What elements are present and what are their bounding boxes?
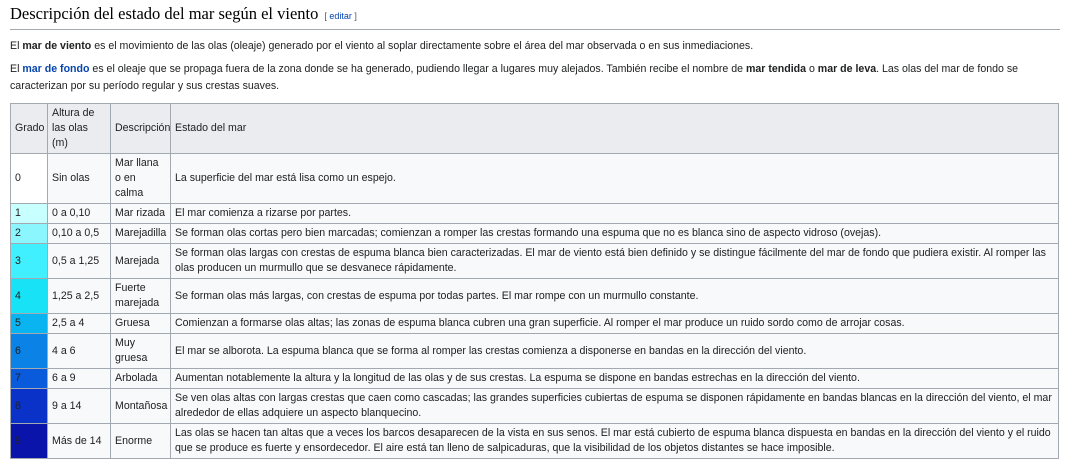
state-cell: El mar comienza a rizarse por partes. [171,204,1059,224]
description-cell: Muy gruesa [111,334,171,369]
grade-cell: 2 [11,224,48,244]
header-altura: Altura de las olas (m) [48,104,111,154]
height-cell: 1,25 a 2,5 [48,279,111,314]
height-cell: Más de 14 [48,424,111,459]
table-row [11,204,1059,224]
description-cell: Arbolada [111,369,171,389]
section-title: Descripción del estado del mar según el viento [10,4,319,23]
grade-cell: 6 [11,334,48,369]
description-cell: Mar rizada [111,204,171,224]
term-mar-tendida: mar tendida [745,63,807,75]
description-cell: Marejadilla [111,224,171,244]
paragraph-mar-de-viento: El mar de viento es el movimiento de las olas (oleaje) generado por el viento al soplar directamente sobre el área del mar observada o en sus inmediaciones. [10,40,754,52]
grade-cell: 8 [11,389,48,424]
term-mar-de-leva: mar de leva [817,63,877,75]
sea-state-table [10,103,1059,459]
height-cell: 0,5 a 1,25 [48,244,111,279]
description-cell: Fuerte marejada [111,279,171,314]
state-cell: Aumentan notablemente la altura y la longitud de las olas y de sus crestas. La espuma se dispone en bandas estrechas en la dirección del viento. [171,369,1059,389]
height-cell: 6 a 9 [48,369,111,389]
description-cell: Montañosa [111,389,171,424]
grade-cell: 7 [11,369,48,389]
state-cell: Se forman olas más largas, con crestas de espuma por todas partes. El mar rompe con un murmullo constante. [171,279,1059,314]
table-row [11,314,1059,334]
edit-link[interactable]: editar [329,11,352,21]
state-cell: Comienzan a formarse olas altas; las zonas de espuma blanca cubren una gran superficie. Al romper el mar produce un ruido sordo como de arrojar cosas. [171,314,1059,334]
edit-section: [ editar ] [324,11,357,21]
height-cell: 2,5 a 4 [48,314,111,334]
table-row [11,154,1059,204]
height-cell: 9 a 14 [48,389,111,424]
table-row [11,369,1059,389]
paragraph-mar-de-fondo: El mar de fondo es el oleaje que se propaga fuera de la zona donde se ha generado, pudiendo llegar a lugares muy alejados. También recibe el nombre de mar tendida o mar de leva. Las olas del mar de fondo se caracterizan por su período regular y sus crestas suaves. [10,63,1019,92]
state-cell: Se forman olas largas con crestas de espuma blanca bien caracterizadas. El mar de viento está bien definido y se distingue fácilmente del mar de fondo que pudiera existir. Al romper las olas producen un murmullo que se desvanece rápidamente. [171,244,1059,279]
link-mar-de-fondo[interactable]: mar de fondo [22,63,90,75]
state-cell: Se ven olas altas con largas crestas que caen como cascadas; las grandes superficies cubiertas de espuma se disponen rápidamente en bandas blancas en la dirección del viento, el mar alrededor de ellas adquiere un aspecto blanquecino. [171,389,1059,424]
description-cell: Mar llana o en calma [111,154,171,204]
grade-cell: 5 [11,314,48,334]
table-row [11,389,1059,424]
grade-cell: 0 [11,154,48,204]
height-cell: 0,10 a 0,5 [48,224,111,244]
header-estado: Estado del mar [171,104,1059,154]
grade-cell: 3 [11,244,48,279]
grade-cell: 1 [11,204,48,224]
description-cell: Enorme [111,424,171,459]
section-heading [10,0,1060,30]
header-descripcion: Descripción [111,104,171,154]
table-header-row [11,104,1059,154]
height-cell: Sin olas [48,154,111,204]
table-row [11,244,1059,279]
state-cell: Las olas se hacen tan altas que a veces los barcos desaparecen de la vista en sus senos. El mar está cubierto de espuma blanca dispuesta en bandas en la dirección del viento y el ruido que se produce es fuerte y ensordecedor. El aire está tan lleno de salpicaduras, que la visibilidad de los objetos distantes se hace imposible. [171,424,1059,459]
description-cell: Gruesa [111,314,171,334]
height-cell: 0 a 0,10 [48,204,111,224]
height-cell: 4 a 6 [48,334,111,369]
state-cell: Se forman olas cortas pero bien marcadas; comienzan a romper las crestas formando una espuma que no es blanca sino de aspecto vidroso (ovejas). [171,224,1059,244]
state-cell: La superficie del mar está lisa como un espejo. [171,154,1059,204]
table-row [11,424,1059,459]
grade-cell: 4 [11,279,48,314]
header-grado: Grado [11,104,48,154]
table-row [11,334,1059,369]
grade-cell: 9 [11,424,48,459]
table-row [11,224,1059,244]
table-row [11,279,1059,314]
description-cell: Marejada [111,244,171,279]
state-cell: El mar se alborota. La espuma blanca que se forma al romper las crestas comienza a disponerse en bandas en la dirección del viento. [171,334,1059,369]
term-mar-de-viento: mar de viento [22,40,92,52]
